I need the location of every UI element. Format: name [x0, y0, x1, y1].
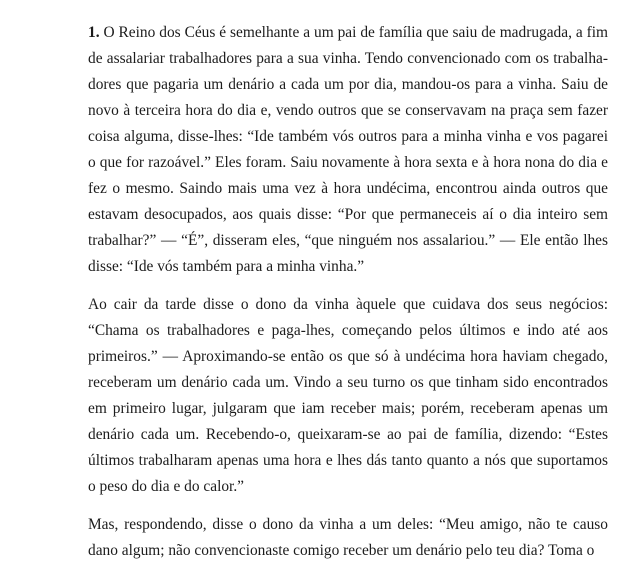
paragraph-1-text: O Reino dos Céus é semelhante a um pai de família que saiu de madrugada, a fim de assalariar trabalhadores para a sua vinha. Tendo convencionado com os trabalhadores que pagaria um denário a cada um por dia, mandou-os para a vinha. Saiu de novo à terceira hora do dia e, vendo outros que se conservavam na praça sem fazer coisa alguma, disse-lhes: “Ide também vós outros para a minha vinha e vos pagarei o que for razoável.” Eles foram. Saiu novamente à hora sexta e à hora nona do dia e fez o mesmo. Saindo mais uma vez à hora undécima, encontrou ainda outros que estavam desocupados, aos quais disse: “Por que permaneceis aí o dia inteiro sem trabalhar?” — “É”, disseram eles, “que ninguém nos assalariou.” — Ele então lhes disse: “Ide vós também para a minha vinha.” [88, 24, 608, 275]
paragraph-3-text: Mas, respondendo, disse o dono da vinha a um deles: “Meu amigo, não te causo dano algum; não convencionaste comigo receber um denário pelo teu dia? Toma o [88, 516, 608, 559]
document-page [88, 20, 608, 576]
paragraph-2 [88, 292, 608, 500]
paragraph-number: 1. [88, 24, 100, 41]
paragraph-1 [88, 20, 608, 280]
paragraph-3 [88, 512, 608, 564]
paragraph-2-text: Ao cair da tarde disse o dono da vinha àquele que cuidava dos seus negócios: “Chama os trabalhadores e paga-lhes, começando pelos últimos e indo até aos primeiros.” — Aproximando-se então os que só à undécima hora haviam chegado, receberam um denário cada um. Vindo a seu turno os que tinham sido encontrados em primeiro lugar, julgaram que iam receber mais; porém, receberam apenas um denário cada um. Recebendo-o, queixaram-se ao pai de família, dizendo: “Estes últimos trabalharam apenas uma hora e lhes dás tanto quanto a nós que suportamos o peso do dia e do calor.” [88, 296, 608, 495]
